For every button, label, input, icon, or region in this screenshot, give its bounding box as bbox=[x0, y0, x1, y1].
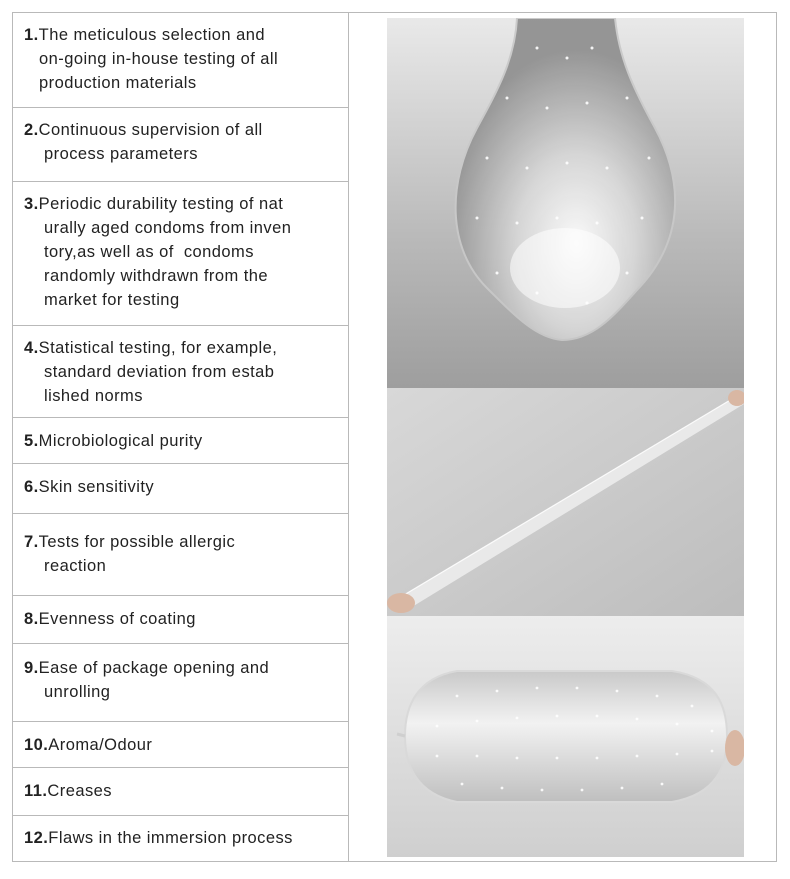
item-number: 1. bbox=[24, 26, 39, 44]
item-number: 12. bbox=[24, 829, 49, 847]
testing-list bbox=[12, 12, 349, 862]
list-item bbox=[12, 596, 349, 644]
list-item bbox=[12, 182, 349, 326]
photo-inflated bbox=[387, 616, 744, 857]
item-text: The meticulous selection and bbox=[38, 26, 265, 44]
item-number: 11. bbox=[24, 782, 48, 800]
item-number: 7. bbox=[24, 533, 39, 551]
list-item bbox=[12, 326, 349, 418]
item-text: Skin sensitivity bbox=[38, 478, 155, 496]
list-item bbox=[12, 12, 349, 108]
item-text: Statistical testing, for example, bbox=[38, 339, 278, 357]
list-item bbox=[12, 514, 349, 596]
item-text: Evenness of coating bbox=[38, 610, 196, 628]
list-item bbox=[12, 418, 349, 464]
item-text: Microbiological purity bbox=[38, 432, 203, 450]
item-text: Ease of package opening and bbox=[38, 659, 270, 677]
item-text: process parameters bbox=[44, 145, 198, 163]
item-number: 3. bbox=[24, 195, 39, 213]
item-text: Flaws in the immersion process bbox=[48, 829, 293, 847]
item-text: lished norms bbox=[44, 387, 143, 405]
photo-water-drop bbox=[387, 18, 744, 388]
list-item bbox=[12, 768, 349, 816]
item-text: reaction bbox=[44, 557, 107, 575]
item-text: production materials bbox=[34, 74, 197, 92]
list-item bbox=[12, 816, 349, 862]
item-text: Tests for possible allergic bbox=[38, 533, 236, 551]
item-text: Periodic durability testing of nat bbox=[38, 195, 284, 213]
item-number: 4. bbox=[24, 339, 39, 357]
item-text: standard deviation from estab bbox=[44, 363, 275, 381]
item-number: 6. bbox=[24, 478, 39, 496]
list-item bbox=[12, 644, 349, 722]
item-text: urally aged condoms from inven bbox=[44, 219, 292, 237]
item-text: unrolling bbox=[44, 683, 111, 701]
item-text: Continuous supervision of all bbox=[38, 121, 263, 139]
photo-stretched bbox=[387, 388, 744, 616]
item-text: on-going in-house testing of all bbox=[34, 50, 279, 68]
list-item bbox=[12, 722, 349, 768]
list-item bbox=[12, 464, 349, 514]
item-text: Creases bbox=[47, 782, 112, 800]
item-text: Aroma/Odour bbox=[48, 736, 153, 754]
item-number: 8. bbox=[24, 610, 39, 628]
list-item bbox=[12, 108, 349, 182]
item-text: market for testing bbox=[44, 291, 180, 309]
item-number: 9. bbox=[24, 659, 39, 677]
item-text: tory,as well as of condoms bbox=[44, 243, 254, 261]
item-number: 5. bbox=[24, 432, 39, 450]
item-number: 10. bbox=[24, 736, 49, 754]
item-text: randomly withdrawn from the bbox=[44, 267, 268, 285]
item-number: 2. bbox=[24, 121, 39, 139]
